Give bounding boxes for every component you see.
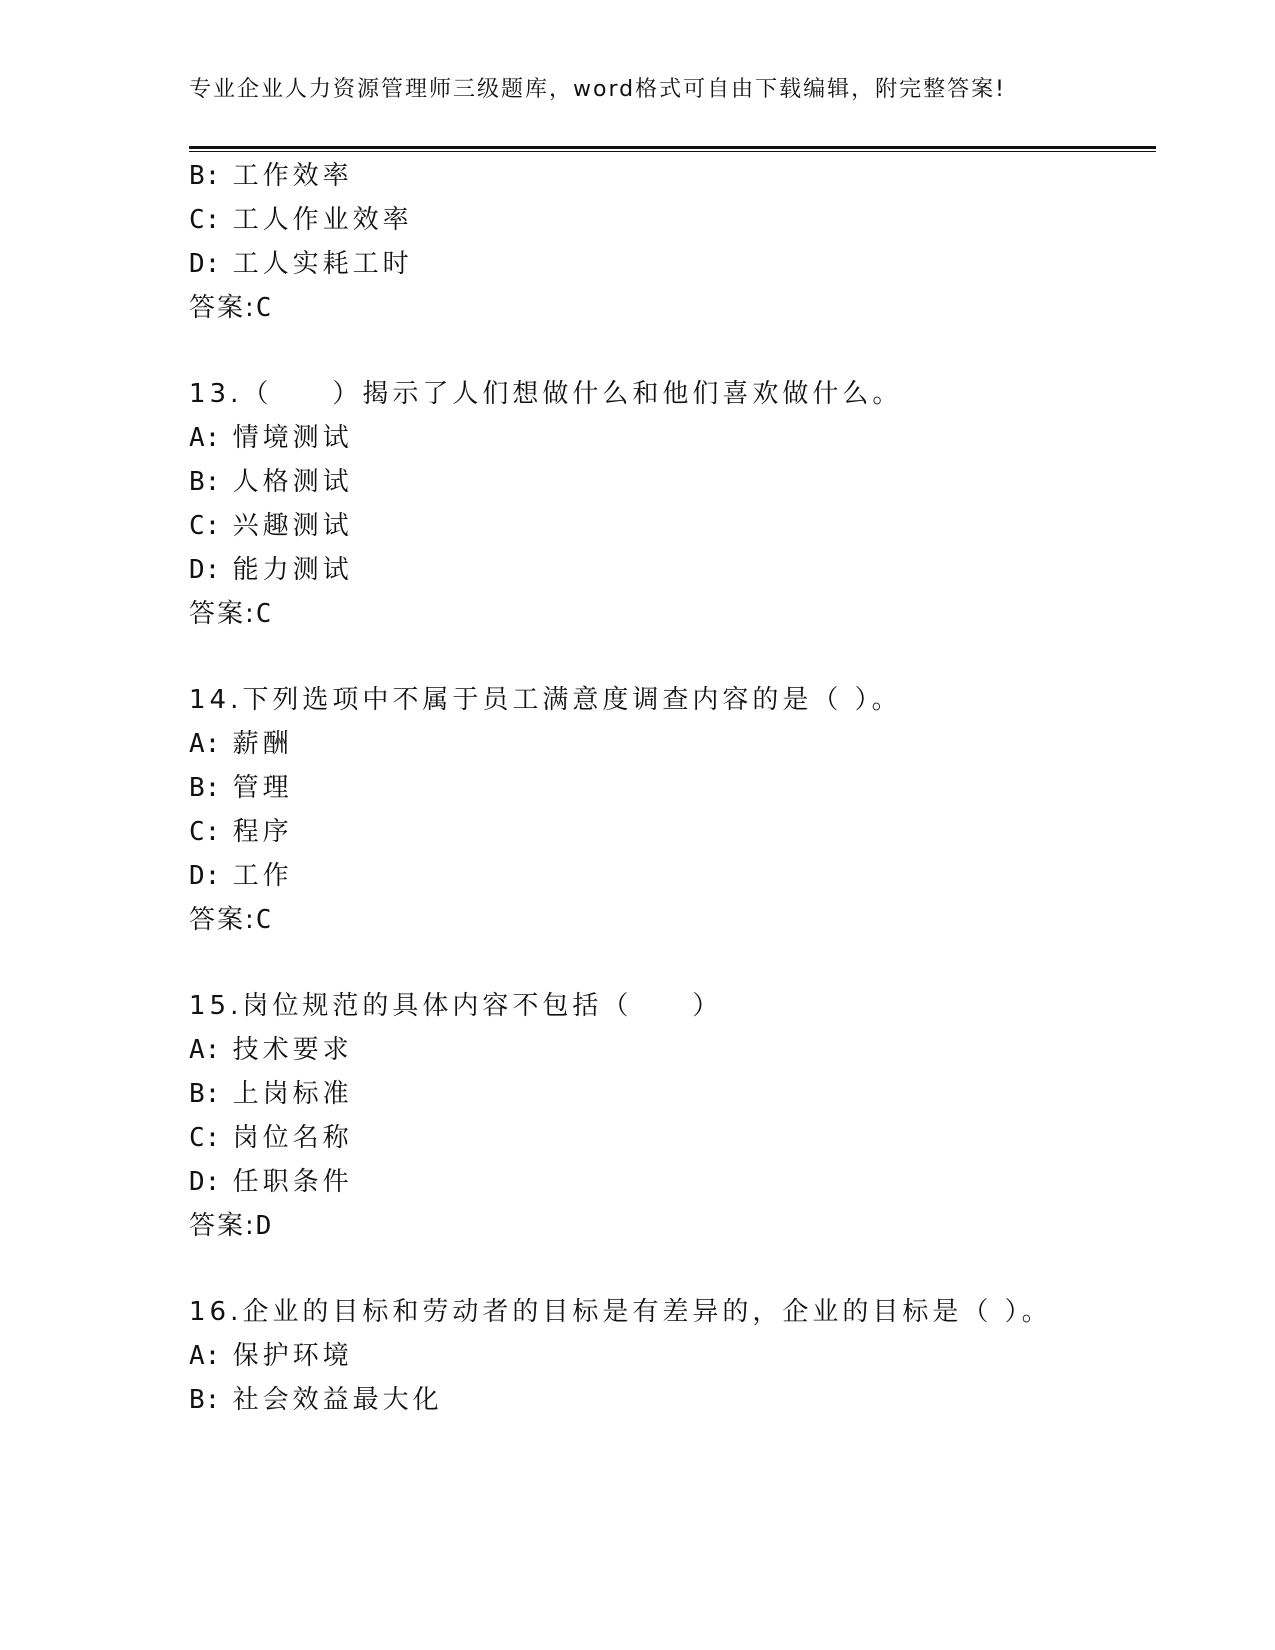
answer-value: D <box>255 1211 272 1241</box>
option-line <box>189 464 353 500</box>
option-letter: A: <box>189 1341 221 1371</box>
option-letter: C: <box>189 817 221 847</box>
option-line <box>189 508 353 544</box>
page-header-text: 专业企业人力资源管理师三级题库，word格式可自由下载编辑，附完整答案! <box>189 77 1006 102</box>
option-text: 上岗标准 <box>232 1079 353 1109</box>
option-letter: C: <box>189 511 221 541</box>
option-text: 情境测试 <box>232 423 353 453</box>
header-rule-thin <box>189 151 1156 152</box>
header-rule-thick <box>189 146 1156 149</box>
option-letter: D: <box>189 555 221 585</box>
option-letter: B: <box>189 1079 221 1109</box>
option-letter: C: <box>189 205 221 235</box>
question-stem: 15.岗位规范的具体内容不包括（ ） <box>189 991 723 1021</box>
option-letter: C: <box>189 1123 221 1153</box>
option-text: 技术要求 <box>232 1035 353 1065</box>
option-line <box>189 158 353 194</box>
option-letter: B: <box>189 161 221 191</box>
option-text: 保护环境 <box>232 1341 353 1371</box>
option-letter: D: <box>189 1167 221 1197</box>
answer-value: C <box>255 599 272 629</box>
option-text: 社会效益最大化 <box>232 1385 443 1415</box>
option-letter: A: <box>189 729 221 759</box>
answer-value: C <box>255 293 272 323</box>
option-line <box>189 858 293 894</box>
option-line <box>189 1120 353 1156</box>
question-stem: 16.企业的目标和劳动者的目标是有差异的，企业的目标是（ ）。 <box>189 1297 1052 1327</box>
option-line <box>189 1382 443 1418</box>
option-line <box>189 552 353 588</box>
option-text: 工人实耗工时 <box>232 249 413 279</box>
option-line <box>189 1164 353 1200</box>
option-line <box>189 420 353 456</box>
option-line <box>189 726 293 762</box>
option-text: 能力测试 <box>232 555 353 585</box>
option-line <box>189 1338 353 1374</box>
answer-label: 答案: <box>189 905 256 935</box>
option-text: 工作 <box>232 861 293 891</box>
option-line <box>189 202 413 238</box>
option-line <box>189 814 293 850</box>
option-letter: D: <box>189 249 221 279</box>
answer-line <box>189 1208 271 1244</box>
answer-label: 答案: <box>189 293 256 323</box>
option-text: 程序 <box>232 817 293 847</box>
option-letter: A: <box>189 423 221 453</box>
option-text: 工人作业效率 <box>232 205 413 235</box>
option-text: 管理 <box>232 773 293 803</box>
answer-line <box>189 290 271 326</box>
option-letter: B: <box>189 773 221 803</box>
question-stem: 14.下列选项中不属于员工满意度调查内容的是（ ）。 <box>189 685 902 715</box>
question-stem: 13.（ ）揭示了人们想做什么和他们喜欢做什么。 <box>189 379 903 409</box>
answer-line <box>189 596 271 632</box>
option-letter: B: <box>189 467 221 497</box>
option-line <box>189 770 293 806</box>
option-text: 兴趣测试 <box>232 511 353 541</box>
option-line <box>189 246 413 282</box>
answer-label: 答案: <box>189 1211 256 1241</box>
option-text: 工作效率 <box>232 161 353 191</box>
answer-line <box>189 902 271 938</box>
option-line <box>189 1032 353 1068</box>
option-text: 薪酬 <box>232 729 293 759</box>
option-text: 岗位名称 <box>232 1123 353 1153</box>
option-line <box>189 1076 353 1112</box>
option-letter: A: <box>189 1035 221 1065</box>
answer-value: C <box>255 905 272 935</box>
option-letter: B: <box>189 1385 221 1415</box>
option-letter: D: <box>189 861 221 891</box>
answer-label: 答案: <box>189 599 256 629</box>
option-text: 人格测试 <box>232 467 353 497</box>
option-text: 任职条件 <box>232 1167 353 1197</box>
